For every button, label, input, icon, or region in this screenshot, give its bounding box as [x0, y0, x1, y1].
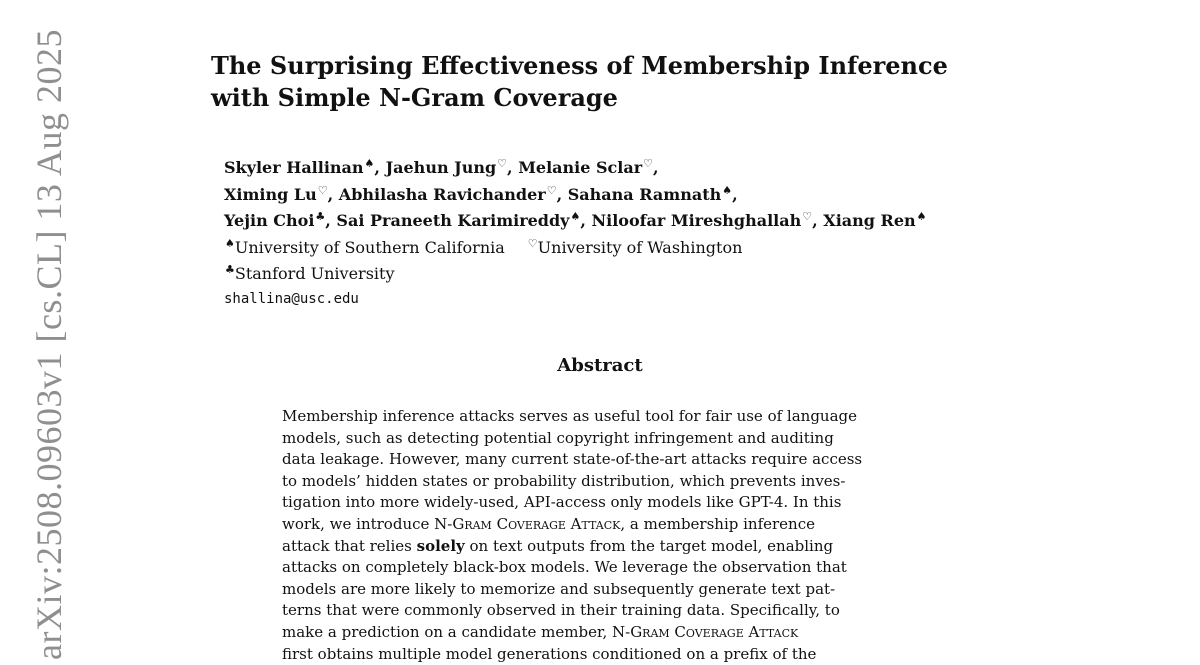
abstract-line — [282, 536, 918, 558]
method-name: N-Gram Coverage Attack — [612, 622, 799, 641]
affiliation-mark: ♣ — [315, 210, 326, 223]
author-line-3: Yejin Choi♣, Sai Praneeth Karimireddy♠, Niloofar Mireshghallah♡, Xiang Ren♠ — [224, 210, 927, 230]
affiliation-mark: ♠ — [916, 210, 927, 223]
author-email[interactable]: shallina@usc.edu — [224, 290, 359, 307]
affiliation-line-2 — [224, 262, 984, 289]
arxiv-stamp: arXiv:2508.09603v1 [cs.CL] 13 Aug 2025 — [29, 29, 69, 660]
title-line-2: with Simple N-Gram Coverage — [211, 83, 618, 112]
affiliation-mark: ♠ — [722, 183, 733, 197]
author-name: Sahana Ramnath — [567, 184, 722, 204]
affiliation-mark: ♠ — [225, 236, 235, 250]
author-name: Skyler Hallinan — [224, 158, 364, 177]
author-name: Niloofar Mireshghallah — [591, 211, 802, 230]
abstract-text: , a membership inference — [620, 514, 815, 533]
author-name: Ximing Lu — [224, 184, 317, 204]
abstract-text: work, we introduce — [282, 514, 435, 533]
method-name: N-Gram Coverage Attack — [434, 514, 621, 533]
affiliation-name: University of Washington — [537, 237, 743, 257]
abstract-line: Membership inference attacks serves as useful tool for fair use of language — [282, 407, 858, 425]
abstract-line — [282, 622, 918, 644]
affiliation-mark: ♡ — [546, 183, 557, 197]
author-name: Abhilasha Ravichander — [338, 184, 546, 204]
abstract-line: data leakage. However, many current state-of-the-art attacks require access — [282, 450, 863, 469]
affiliation-mark: ♡ — [497, 157, 508, 170]
affiliation-name: University of Southern California — [234, 237, 505, 257]
paper-title — [211, 50, 971, 114]
affiliation-mark: ♡ — [802, 210, 813, 223]
author-name: Melanie Sclar — [518, 158, 643, 177]
abstract-line: first obtains multiple model generations conditioned on a prefix of the — [282, 644, 817, 663]
abstract-text: make a prediction on a candidate member, — [282, 622, 612, 641]
abstract-line: tigation into more widely-used, API-access only models like GPT-4. In this — [282, 493, 842, 512]
abstract-line: attacks on completely black-box models. We leverage the observation that — [282, 558, 847, 577]
abstract-heading: Abstract — [557, 355, 643, 376]
abstract-line: models are more likely to memorize and subsequently generate text pat- — [282, 579, 836, 598]
author-name: Yejin Choi — [224, 211, 315, 230]
author-block — [224, 156, 984, 309]
affiliation-mark: ♠ — [364, 157, 375, 170]
abstract-text: on text outputs from the target model, enabling — [464, 536, 834, 555]
author-name: Sai Praneeth Karimireddy — [336, 211, 570, 230]
emphasis-text: solely — [416, 536, 465, 555]
affiliation-mark: ♡ — [643, 157, 654, 170]
affiliation-mark: ♣ — [225, 263, 235, 276]
abstract-line: terns that were commonly observed in their training data. Specifically, to — [282, 601, 840, 620]
author-name: Jaehun Jung — [385, 158, 497, 177]
title-line-1: The Surprising Effectiveness of Membership Inference — [211, 51, 948, 80]
affiliation-mark: ♡ — [317, 183, 328, 197]
abstract-text: attack that relies — [282, 536, 417, 555]
affiliation-line-1 — [224, 236, 984, 263]
abstract-line — [282, 514, 918, 536]
abstract-line: to models’ hidden states or probability distribution, which prevents inves- — [282, 471, 846, 490]
author-name: Xiang Ren — [823, 211, 916, 230]
affiliation-mark: ♠ — [570, 210, 581, 223]
affiliation-name: Stanford University — [234, 264, 395, 283]
author-line-2: Ximing Lu♡, Abhilasha Ravichander♡, Sahana Ramnath♠, — [224, 183, 738, 204]
affiliation-mark: ♡ — [527, 236, 538, 250]
abstract-line: models, such as detecting potential copyright infringement and auditing — [282, 428, 834, 447]
abstract-body — [282, 406, 918, 665]
author-line-1: Skyler Hallinan♠, Jaehun Jung♡, Melanie Sclar♡, — [224, 157, 659, 177]
